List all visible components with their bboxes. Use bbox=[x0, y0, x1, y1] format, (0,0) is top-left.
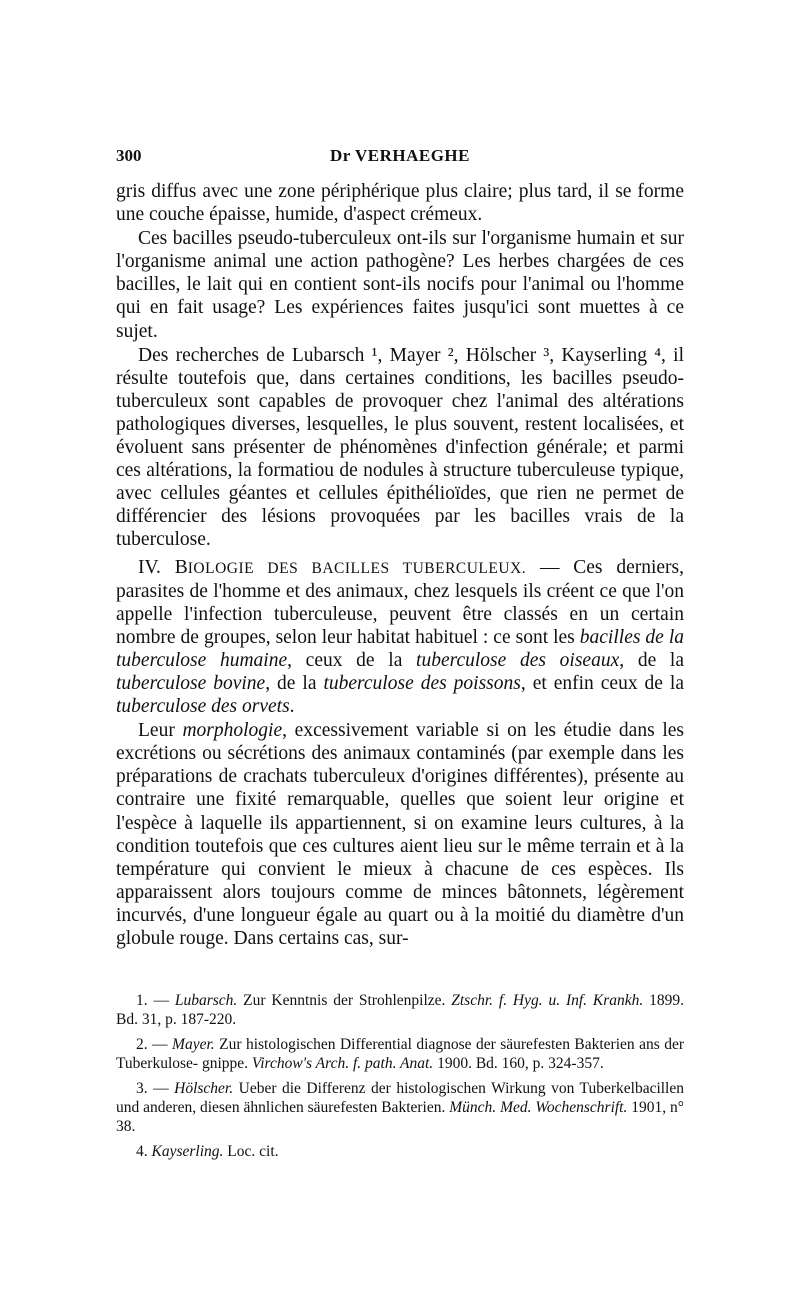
footnote-3: 3. — Hölscher. Ueber die Differenz der histologischen Wirkung von Tuberkelbacillen und anderen, diesen ähnlichen säurefesten Bakterien. Münch. Med. Wochenschrift. 1901, n° 38. bbox=[116, 1080, 684, 1135]
section-heading-initial: B bbox=[174, 556, 188, 578]
paragraph-1: gris diffus avec une zone périphérique plus claire; plus tard, il se forme une couche épaisse, humide, d'aspect crémeux. bbox=[116, 181, 684, 226]
term-morphologie: morphologie bbox=[182, 720, 283, 742]
term-poissons: tuberculose des poissons bbox=[323, 672, 521, 694]
section-heading: IOLOGIE DES BACILLES TUBERCULEUX. bbox=[187, 559, 527, 577]
term-bovine: tuberculose bovine bbox=[116, 672, 266, 694]
footnote-4: 4. Kayserling. Loc. cit. bbox=[136, 1143, 279, 1160]
section-numeral: IV. bbox=[138, 556, 175, 578]
footnote-1: 1. — Lubarsch. Zur Kenntnis der Strohlenpilze. Ztschr. f. Hyg. u. Inf. Krankh. 1899. Bd. 31, p. 187-220. bbox=[116, 992, 685, 1028]
footnote-2: 2. — Mayer. Zur histologischen Differential diagnose der säurefesten Bakterien ans der Tuberkulose- gnippe. Virchow's Arch. f. path. Anat. 1900. Bd. 160, p. 324-357. bbox=[116, 1036, 685, 1072]
page-number: 300 bbox=[116, 146, 142, 165]
paragraph-2: Ces bacilles pseudo-tuberculeux ont-ils sur l'organisme humain et sur l'organisme animal une action pathogène? Les herbes chargées de ces bacilles, le lait qui en contient sont-ils nocifs pour l'animal ou l'homme qui en fait usage? Les expériences faites jusqu'ici sont muettes à ce sujet. bbox=[116, 228, 684, 342]
term-orvets: tuberculose des orvets bbox=[116, 696, 290, 718]
term-bacilles-humaine: bacilles de la tuberculose humaine bbox=[116, 626, 684, 671]
footnotes bbox=[116, 991, 684, 1167]
term-oiseaux: tuberculose des oiseaux bbox=[416, 649, 620, 671]
main-text bbox=[116, 180, 684, 951]
paragraph-3: Des recherches de Lubarsch ¹, Mayer ², Hölscher ³, Kayserling ⁴, il résulte toutefois que, dans certaines conditions, les bacilles pseudo-tuberculeux sont capables de provoquer chez l'animal des altérations pathologiques diverses, lesquelles, le plus souvent, restent localisées, et évoluent sans présenter de phénomènes d'infection générale; et parmi ces altérations, la formatiou de nodules à structure tuberculeuse typique, avec cellules géantes et cellules épithélioïdes, que rien ne permet de différencier des lésions provoquées par les bacilles vrais de la tuberculose. bbox=[116, 344, 684, 551]
morphology-paragraph: Leur morphologie, excessivement variable si on les étudie dans les excrétions ou sécrétions des animaux contaminés (par exemple dans les préparations de crachats tuberculeux d'origines différentes), présente au contraire une fixité remarquable, quelles que soient leur origine et l'espèce à laquelle ils appartiennent, si on examine leurs cultures, à la condition toutefois que ces cultures aient lieu sur le même terrain et à la température qui convient le mieux à chacune de ces espèces. Ils apparaissent alors toujours comme de minces bâtonnets, légèrement incurvés, d'une longueur égale au quart ou à la moitié du diamètre d'un globule rouge. Dans certains cas, sur- bbox=[116, 720, 684, 949]
running-title: Dr VERHAEGHE bbox=[330, 146, 470, 165]
section-iv-paragraph: IV. BIOLOGIE DES BACILLES TUBERCULEUX. — Ces derniers, parasites de l'homme et des animaux, chez lesquels ils créent ce que l'on appelle l'infection tuberculeuse, peuvent être classés en un certain nombre de groupes, selon leur habitat habituel : ce sont les bacilles de la tuberculose humaine, ceux de la tuberculose des oiseaux, de la tuberculose bovine, de la tuberculose des poissons, et enfin ceux de la tuberculose des orvets. bbox=[116, 556, 685, 718]
